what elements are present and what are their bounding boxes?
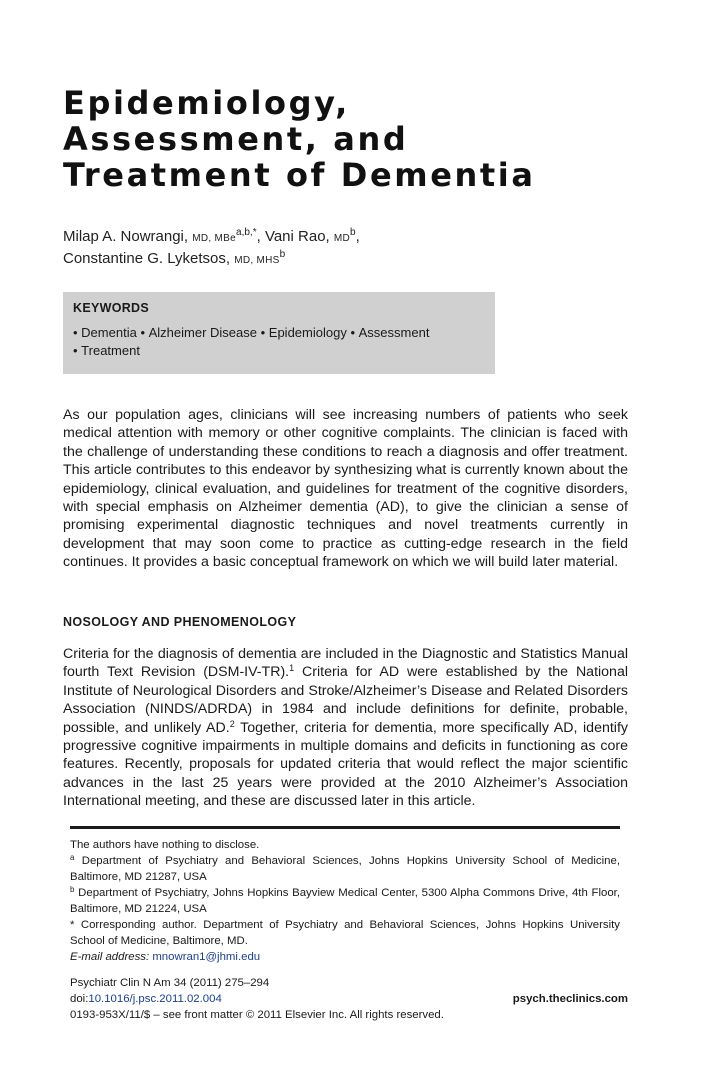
disclosure-note: The authors have nothing to disclose. — [70, 839, 260, 851]
keyword-item: • Epidemiology — [261, 325, 347, 340]
copyright-line: 0193-953X/11/$ – see front matter © 2011 Elsevier Inc. All rights reserved. — [70, 1009, 444, 1021]
section-heading: NOSOLOGY AND PHENOMENOLOGY — [63, 615, 297, 629]
author-degree: MD, MBe — [192, 233, 237, 244]
email-label: E-mail address: — [70, 951, 150, 963]
corresponding-note: * Corresponding author. Department of Psychiatry and Behavioral Sciences, Johns Hopkins University School of Medicine, Baltimore, MD. — [70, 919, 620, 947]
journal-website[interactable]: psych.theclinics.com — [512, 993, 628, 1005]
keywords-heading: KEYWORDS — [73, 301, 150, 315]
footnote-divider — [70, 826, 620, 829]
intro-paragraph: As our population ages, clinicians will see increasing numbers of patients who seek medical attention with memory or other cognitive complaints. The clinician is faced with the challenge of understanding these conditions to reach a diagnosis and offer treatment. This article contributes to this endeavor by synthesizing what is currently known about the epidemiology, clinical evaluation, and guidelines for treatment of the cognitive disorders, with special emphasis on Alzheimer dementia (AD), to give the clinician a sense of promising experimental diagnostic techniques and novel treatments currently in development that may soon come to practice as cutting-edge research in the field continues. It provides a basic conceptual framework on which we will build later material. — [63, 407, 628, 571]
author-list — [63, 227, 663, 271]
journal-citation: Psychiatr Clin N Am 34 (2011) 275–294 — [70, 977, 270, 989]
title-line: Treatment of Dementia — [63, 156, 536, 194]
reference-link[interactable]: 2 — [229, 718, 235, 729]
keyword-item: • Assessment — [350, 325, 429, 340]
article-title — [63, 85, 663, 193]
keywords-box — [63, 292, 495, 374]
author-name: , Vani Rao, — [256, 228, 330, 245]
reference-link[interactable]: 1 — [289, 663, 295, 674]
author-degree: MD — [333, 233, 351, 244]
doi-row: doi:10.1016/j.psc.2011.02.004 psych.theclinics.com — [70, 993, 628, 1005]
email-link[interactable]: mnowran1@jhmi.edu — [152, 951, 261, 963]
corresponding-author-mark[interactable]: * — [252, 227, 257, 238]
doi-link[interactable]: 10.1016/j.psc.2011.02.004 — [88, 993, 222, 1005]
keyword-item: • Dementia — [73, 325, 137, 340]
keyword-item: • Alzheimer Disease — [140, 325, 257, 340]
affiliation-mark: b — [350, 227, 356, 238]
footnotes — [70, 837, 620, 965]
title-line: Epidemiology, — [63, 84, 350, 122]
author-name: Milap A. Nowrangi, — [63, 228, 189, 245]
author-degree: MD, MHS — [234, 255, 280, 266]
affiliation-mark: b — [279, 249, 286, 260]
author-line — [63, 227, 663, 249]
author-name: Constantine G. Lyketsos, — [63, 250, 231, 267]
affiliation-note: $^a$ Department of Psychiatry and Behavioral Sciences, Johns Hopkins University School of Medicine, Baltimore, MD 21287, USA — [70, 853, 620, 883]
author-separator: , — [355, 228, 360, 245]
journal-info — [70, 975, 630, 1023]
affiliation-mark: a,b,* — [236, 227, 257, 238]
keywords-list — [73, 324, 485, 360]
body-paragraph: Criteria for the diagnosis of dementia are included in the Diagnostic and Statistics Manual fourth Text Revision (DSM-IV-TR).$^1$ Criteria for AD were established by the National Institute of Neurological Disorders and Stroke/Alzheimer’s Disease and Related Disorders Association (NINDS/ADRDA) in 1984 and include definitions for definite, probable, possible, and unlikely AD.$^2$ Together, criteria for dementia, more specifically AD, identify progressive cognitive impairments in multiple domains and deficits in functioning as core features. Recently, proposals for updated criteria that would reflect the major scientific advances in the last 25 years were provided at the 2010 Alzheimer’s Association International meeting, and these are discussed later in this article. — [63, 646, 628, 810]
keyword-item: • Treatment — [73, 343, 140, 358]
email-note — [70, 949, 620, 965]
author-line — [63, 249, 663, 271]
affiliation-note: $^b$ Department of Psychiatry, Johns Hopkins Bayview Medical Center, 5300 Alpha Commons Drive, 4th Floor, Baltimore, MD 21224, USA — [70, 885, 620, 915]
title-line: Assessment, and — [63, 120, 409, 158]
